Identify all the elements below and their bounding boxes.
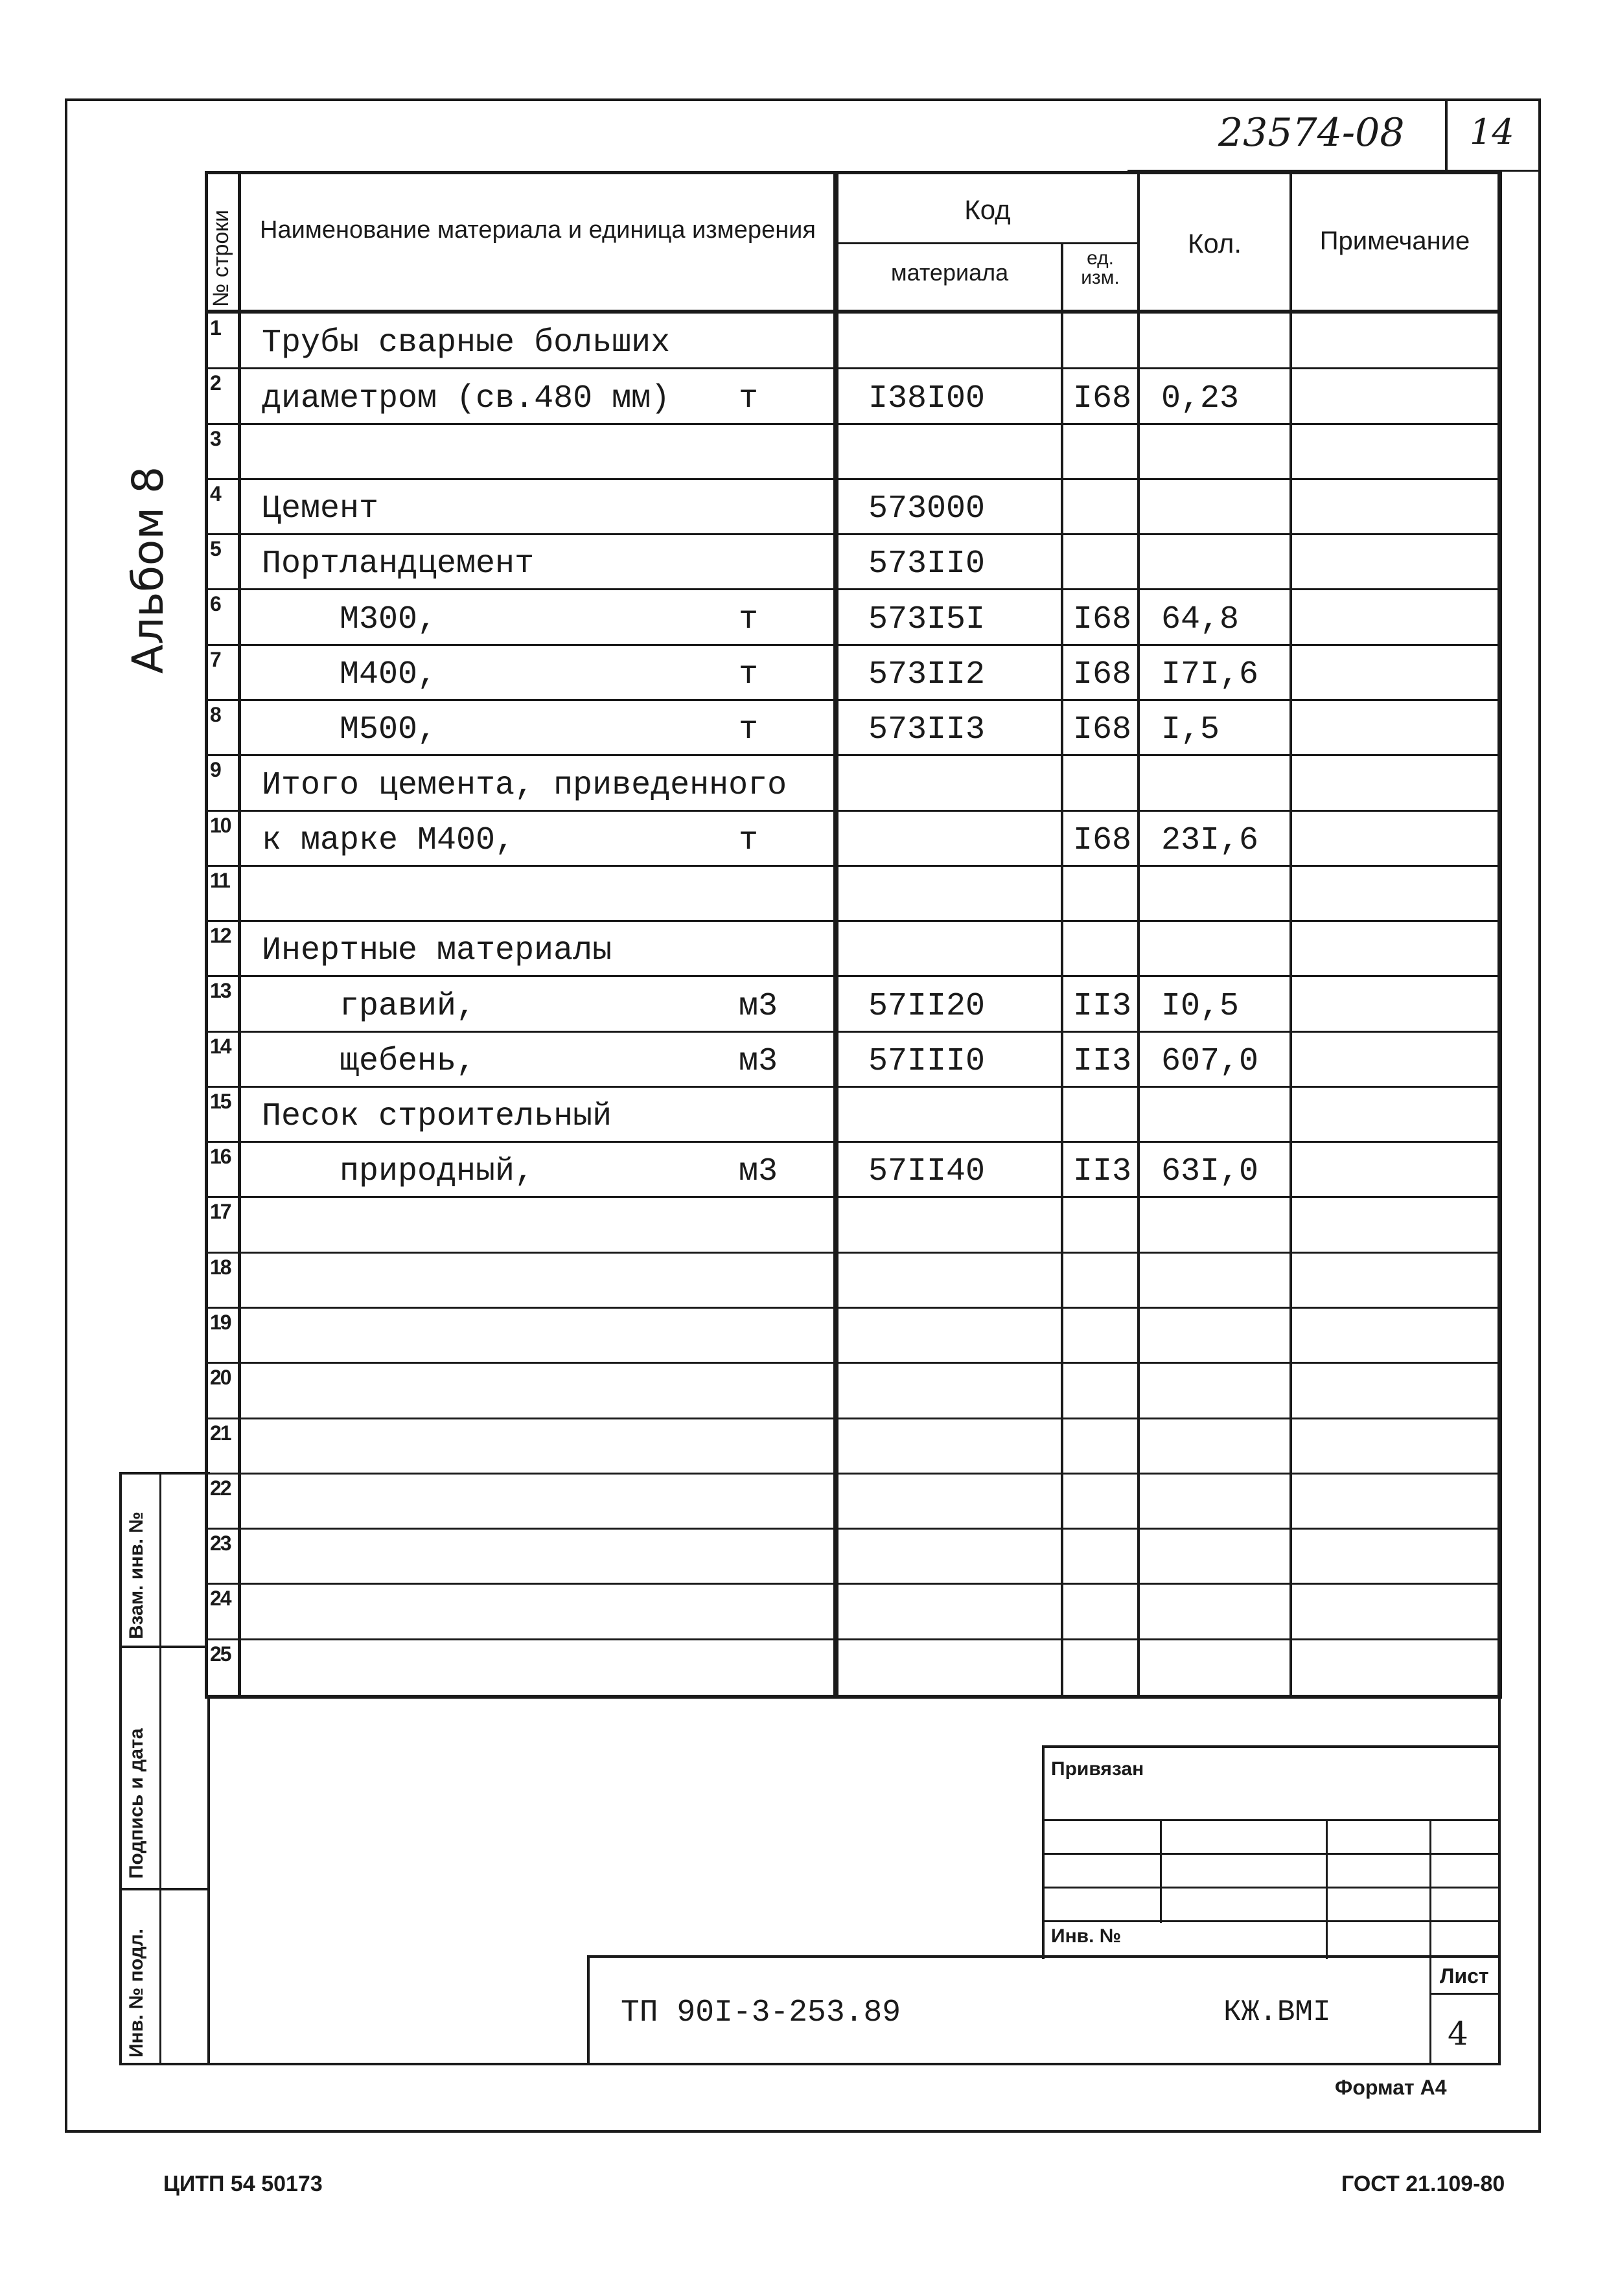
row-unit: т <box>739 711 759 748</box>
row-number: 23 <box>210 1532 231 1555</box>
row-quantity: 0,23 <box>1161 380 1240 417</box>
privyazan-left <box>1042 1745 1045 1959</box>
format-label: Формат А4 <box>1335 2076 1447 2099</box>
row-unit: т <box>739 656 759 693</box>
row-separator <box>205 533 1501 535</box>
row-unit-code: I68 <box>1073 601 1132 638</box>
titleblock-right <box>1498 1696 1501 2065</box>
row-number: 4 <box>210 482 220 505</box>
row-unit: т <box>739 380 759 417</box>
album-label: Альбом 8 <box>123 466 173 674</box>
row-material-code: 573II3 <box>868 711 986 748</box>
outer-frame-right <box>1538 98 1541 2133</box>
row-number: 7 <box>210 648 220 671</box>
row-name: Инертные материалы <box>262 932 612 969</box>
row-number: 16 <box>210 1145 231 1168</box>
row-material-code: 573II2 <box>868 656 986 693</box>
row-name: Песок строительный <box>262 1098 612 1135</box>
row-separator <box>205 1196 1501 1198</box>
tb-line-1 <box>1042 1819 1501 1821</box>
row-number: 17 <box>210 1200 231 1223</box>
titleblock-bottom <box>207 2063 1501 2065</box>
outer-frame-left <box>65 98 67 2133</box>
row-material-code: 573II0 <box>868 545 986 582</box>
table-header-bottom <box>205 310 1501 314</box>
tb-line-2 <box>1042 1853 1501 1855</box>
row-unit-code: I68 <box>1073 711 1132 748</box>
col-header-name: Наименование материала и единица измерения <box>260 216 816 244</box>
row-separator <box>205 1638 1501 1640</box>
row-name: диаметром (св.480 мм) <box>262 380 671 417</box>
col-header-note: Примечание <box>1319 227 1470 255</box>
row-name: М500, <box>262 711 437 748</box>
row-material-code: 57III0 <box>868 1043 986 1080</box>
stamp-podpis-data: Подпись и дата <box>126 1728 147 1879</box>
row-separator <box>205 1252 1501 1254</box>
row-name: природный, <box>262 1153 535 1190</box>
row-number: 6 <box>210 592 220 615</box>
row-separator <box>205 1031 1501 1033</box>
tb-vline-1 <box>1160 1819 1162 1923</box>
row-name: М300, <box>262 601 437 638</box>
col-header-qty: Кол. <box>1187 228 1242 258</box>
document-mark: КЖ.ВМI <box>1223 1995 1331 2029</box>
row-name: Портландцемент <box>262 545 535 582</box>
row-quantity: 607,0 <box>1161 1043 1259 1080</box>
document-code: ТП 90I-3-253.89 <box>621 1995 901 2030</box>
table-right <box>1497 171 1502 1699</box>
row-name: М400, <box>262 656 437 693</box>
row-unit-code: I68 <box>1073 380 1132 417</box>
row-separator <box>205 920 1501 922</box>
row-separator <box>205 423 1501 425</box>
footer-left: ЦИТП 54 50173 <box>163 2172 323 2196</box>
row-number: 18 <box>210 1256 231 1279</box>
row-separator <box>205 865 1501 867</box>
col-div-rownum <box>238 171 241 1699</box>
row-number: 3 <box>210 427 220 450</box>
sheet-label: Лист <box>1440 1964 1489 1988</box>
row-number: 25 <box>210 1642 231 1666</box>
row-quantity: 63I,0 <box>1161 1153 1259 1190</box>
row-name: Цемент <box>262 490 379 527</box>
tb-line-4 <box>1042 1920 1501 1922</box>
row-separator <box>205 367 1501 369</box>
stamp-divider <box>159 1472 161 2064</box>
row-name: к марке М400, <box>262 822 515 859</box>
row-unit-code: I68 <box>1073 656 1132 693</box>
col-header-unit: ед. изм. <box>1081 247 1120 288</box>
titleblock-left <box>207 1696 210 2065</box>
stamp-row1 <box>119 1646 207 1648</box>
row-number: 8 <box>210 703 220 726</box>
row-separator <box>205 478 1501 480</box>
row-separator <box>205 754 1501 756</box>
row-unit-code: II3 <box>1073 1043 1132 1080</box>
row-material-code: I38I00 <box>868 380 986 417</box>
privyazan-top <box>1042 1745 1501 1748</box>
document-number: 23574-08 <box>1218 110 1405 155</box>
row-separator <box>205 975 1501 977</box>
footer-right: ГОСТ 21.109-80 <box>1341 2172 1505 2196</box>
stamp-inv-podl: Инв. № подл. <box>126 1928 147 2058</box>
col-div-unit <box>1137 171 1140 1699</box>
row-name: Трубы сварные больших <box>262 325 671 362</box>
row-separator <box>205 588 1501 590</box>
row-material-code: 57II20 <box>868 988 986 1025</box>
col-header-code: Код <box>964 194 1011 225</box>
outer-frame-bottom <box>65 2130 1541 2133</box>
row-material-code: 573000 <box>868 490 986 527</box>
docnum-divider <box>1445 98 1448 171</box>
row-separator <box>205 810 1501 812</box>
row-separator <box>205 1141 1501 1143</box>
row-separator <box>205 1307 1501 1309</box>
stamp-top <box>119 1472 210 1475</box>
stamp-row2 <box>119 1888 207 1890</box>
row-number: 9 <box>210 758 220 781</box>
row-number: 24 <box>210 1587 231 1610</box>
doccode-left <box>587 1955 590 2065</box>
tb-vline-2 <box>1326 1819 1328 1959</box>
inv-no-label: Инв. № <box>1051 1925 1122 1947</box>
col-header-material: материала <box>890 259 1009 286</box>
row-separator <box>205 1473 1501 1475</box>
col-header-rownum: № строки <box>209 209 233 307</box>
row-number: 19 <box>210 1311 231 1334</box>
row-unit: т <box>739 601 759 638</box>
row-number: 22 <box>210 1476 231 1500</box>
row-number: 12 <box>210 924 231 947</box>
table-top <box>205 171 1501 174</box>
stamp-bottom <box>119 2063 210 2065</box>
outer-frame-top <box>65 98 1541 101</box>
row-quantity: I7I,6 <box>1161 656 1259 693</box>
col-div-qty <box>1289 171 1292 1699</box>
row-quantity: 64,8 <box>1161 601 1240 638</box>
row-name: щебень, <box>262 1043 476 1080</box>
tb-vline-3 <box>1429 1819 1431 2065</box>
tb-line-3 <box>1042 1887 1501 1888</box>
row-number: 20 <box>210 1366 231 1389</box>
row-unit-code: I68 <box>1073 822 1132 859</box>
row-separator <box>205 1583 1501 1585</box>
row-separator <box>205 699 1501 701</box>
row-name: гравий, <box>262 988 476 1025</box>
col-div-name <box>833 171 838 1699</box>
row-number: 10 <box>210 814 231 837</box>
table-bottom <box>205 1695 1502 1699</box>
row-unit-code: II3 <box>1073 988 1132 1025</box>
row-quantity: I0,5 <box>1161 988 1240 1025</box>
col-div-material <box>1061 244 1063 1699</box>
row-number: 2 <box>210 371 220 395</box>
row-name: Итого цемента, приведенного <box>262 767 787 804</box>
privyazan-label: Привязан <box>1051 1758 1144 1780</box>
row-unit: м3 <box>739 988 778 1025</box>
row-number: 14 <box>210 1035 231 1058</box>
row-number: 1 <box>210 316 220 339</box>
row-unit: м3 <box>739 1153 778 1190</box>
row-material-code: 57II40 <box>868 1153 986 1190</box>
sheet-label-line <box>1429 1993 1501 1995</box>
row-separator <box>205 1528 1501 1530</box>
row-number: 11 <box>210 869 229 892</box>
row-separator <box>205 1086 1501 1088</box>
row-separator <box>205 1418 1501 1419</box>
row-material-code: 573I5I <box>868 601 986 638</box>
doccode-top <box>587 1955 1501 1958</box>
stamp-vzam-inv: Взам. инв. № <box>126 1511 147 1639</box>
stamp-left <box>119 1472 122 2064</box>
row-unit-code: II3 <box>1073 1153 1132 1190</box>
row-number: 21 <box>210 1421 231 1445</box>
row-number: 15 <box>210 1090 231 1113</box>
row-separator <box>205 1362 1501 1364</box>
code-sub-divider <box>836 242 1139 244</box>
row-unit: м3 <box>739 1043 778 1080</box>
sheet-number: 4 <box>1448 2015 1468 2052</box>
page-number: 14 <box>1470 111 1514 152</box>
row-quantity: 23I,6 <box>1161 822 1259 859</box>
row-number: 13 <box>210 979 231 1002</box>
row-separator <box>205 644 1501 646</box>
row-unit: т <box>739 822 759 859</box>
row-number: 5 <box>210 537 220 560</box>
table-left <box>205 171 208 1699</box>
row-quantity: I,5 <box>1161 711 1220 748</box>
